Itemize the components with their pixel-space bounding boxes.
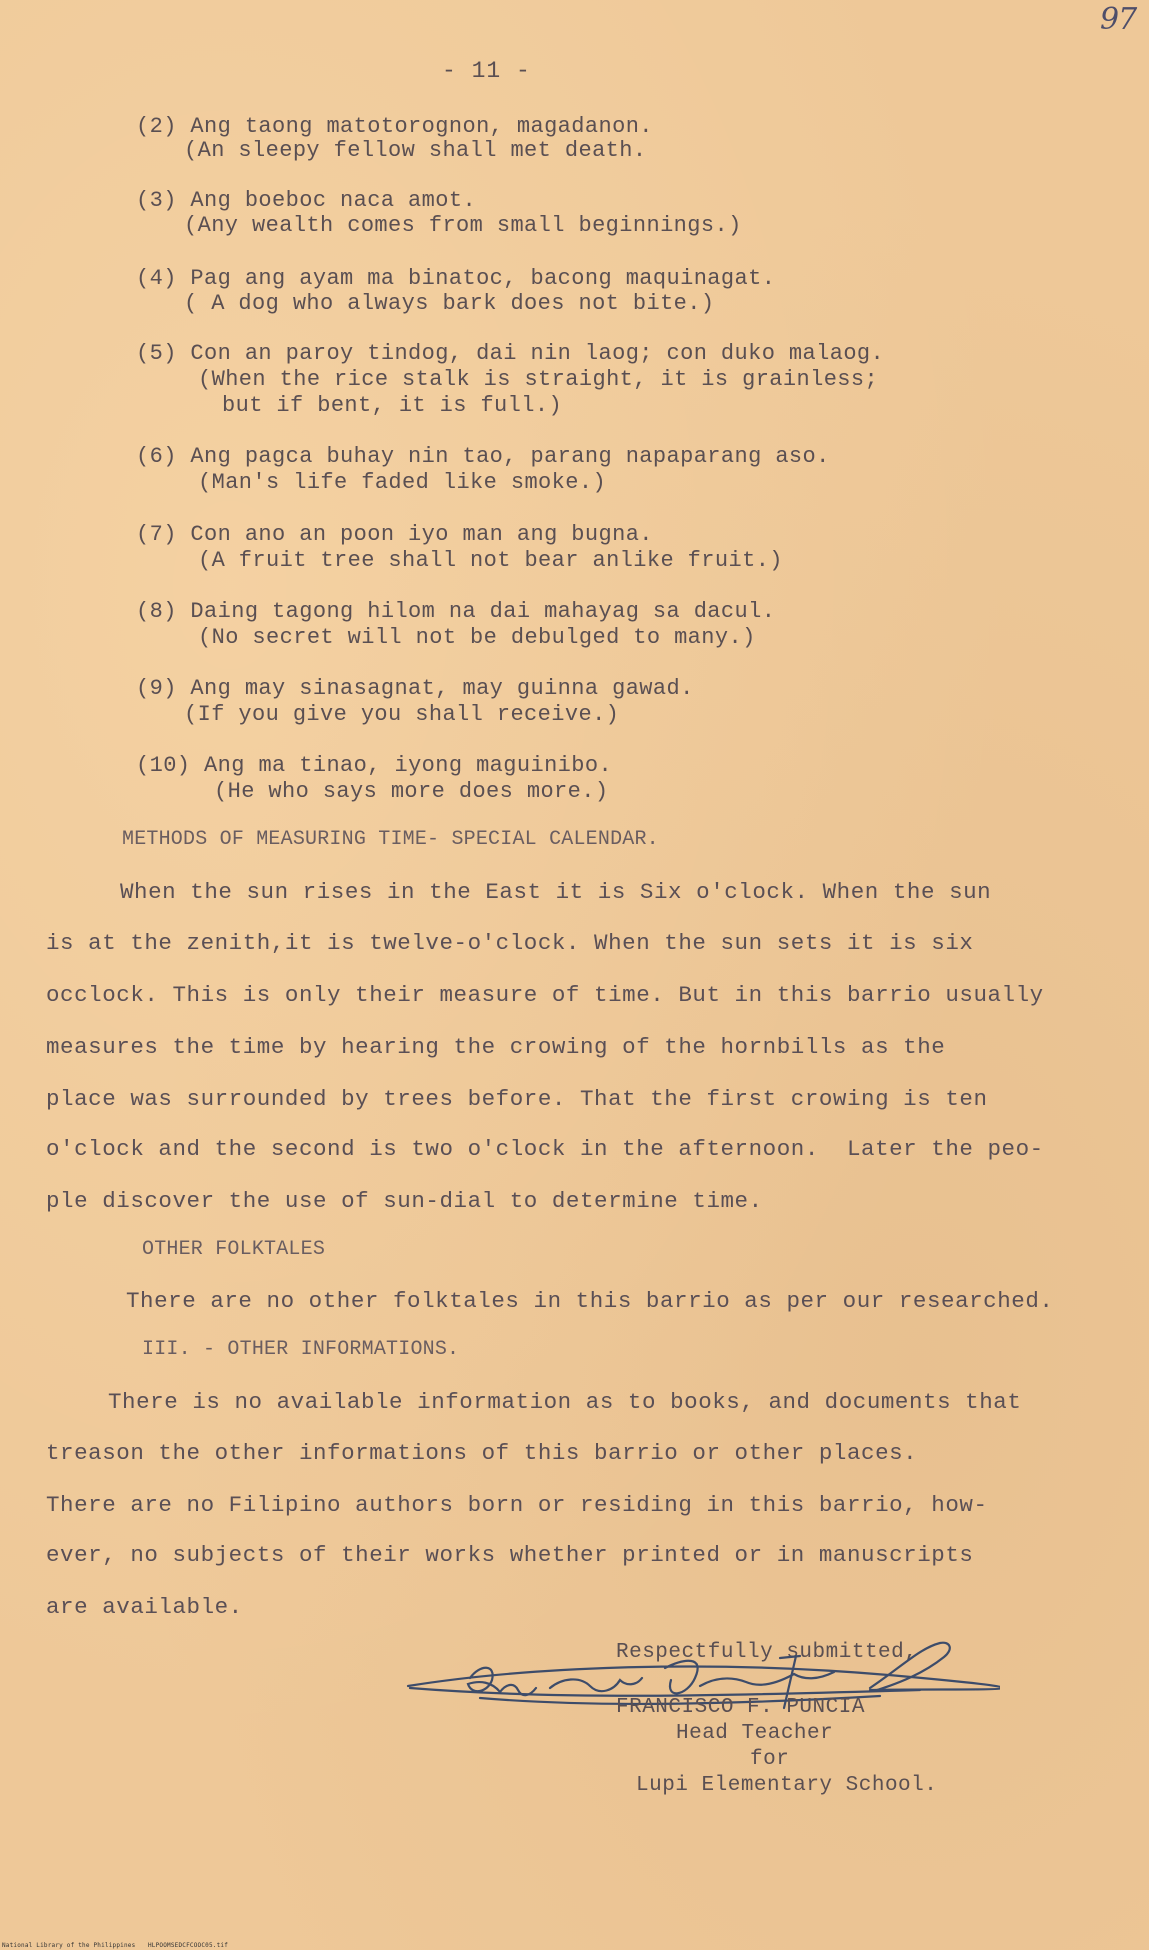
paragraph-line: There are no Filipino authors born or residing in this barrio, how- xyxy=(46,1492,988,1518)
handwritten-page-number: 97 xyxy=(1100,2,1137,37)
proverb-native: Ang taong matotorognon, magadanon. xyxy=(190,114,653,139)
signatory-title: Head Teacher xyxy=(676,1722,834,1745)
proverb-translation: (He who says more does more.) xyxy=(214,779,609,804)
proverb-3 xyxy=(136,188,476,214)
proverb-number: (5) xyxy=(136,341,177,366)
footer-file-id: HLPOOMSEDCFCOOC05.tif xyxy=(148,1942,229,1949)
proverb-translation: (When the rice stalk is straight, it is grainless; xyxy=(198,367,879,392)
proverb-translation: ( A dog who always bark does not bite.) xyxy=(184,291,715,316)
proverb-number: (6) xyxy=(136,444,177,469)
paragraph-line: There is no available information as to books, and documents that xyxy=(108,1389,1022,1415)
paragraph-line: ever, no subjects of their works whether printed or in manuscripts xyxy=(46,1542,974,1568)
proverb-number: (4) xyxy=(136,266,177,291)
proverb-translation: (An sleepy fellow shall met death. xyxy=(184,138,647,163)
paragraph-line: treason the other informations of this barrio or other places. xyxy=(46,1440,918,1466)
proverb-9 xyxy=(136,676,694,702)
proverb-native: Ang ma tinao, iyong maguinibo. xyxy=(204,753,613,778)
folktales-paragraph: There are no other folktales in this barrio as per our researched. xyxy=(126,1288,1054,1314)
paragraph-line: o'clock and the second is two o'clock in the afternoon. Later the peo- xyxy=(46,1136,1044,1162)
paragraph-line: are available. xyxy=(46,1594,243,1620)
closing-text: Respectfully submitted, xyxy=(616,1641,918,1664)
proverb-native: Con ano an poon iyo man ang bugna. xyxy=(190,522,653,547)
proverb-number: (10) xyxy=(136,753,191,778)
paragraph-line: place was surrounded by trees before. That the first crowing is ten xyxy=(46,1086,988,1112)
proverb-2 xyxy=(136,114,653,140)
section-heading-other-info: III. - OTHER INFORMATIONS. xyxy=(142,1338,460,1361)
page-number: - 11 - xyxy=(442,58,531,84)
proverb-7 xyxy=(136,522,653,548)
proverb-number: (7) xyxy=(136,522,177,547)
paragraph-line: ple discover the use of sun-dial to determine time. xyxy=(46,1188,763,1214)
proverb-translation: (Man's life faded like smoke.) xyxy=(198,470,607,495)
proverb-native: Con an paroy tindog, dai nin laog; con duko malaog. xyxy=(190,341,885,366)
proverb-native: Ang pagca buhay nin tao, parang napaparang aso. xyxy=(190,444,830,469)
proverb-number: (3) xyxy=(136,188,177,213)
proverb-8 xyxy=(136,599,775,625)
footer-source: National Library of the Philippines xyxy=(2,1942,136,1949)
section-heading-folktales: OTHER FOLKTALES xyxy=(142,1238,326,1261)
proverb-native: Ang may sinasagnat, may guinna gawad. xyxy=(190,676,694,701)
section-heading-time: METHODS OF MEASURING TIME- SPECIAL CALENDAR. xyxy=(122,828,659,851)
paragraph-line: measures the time by hearing the crowing of the hornbills as the xyxy=(46,1034,946,1060)
paragraph-line: occlock. This is only their measure of time. But in this barrio usually xyxy=(46,982,1044,1008)
proverb-4 xyxy=(136,266,775,292)
proverb-translation: but if bent, it is full.) xyxy=(222,393,563,418)
proverb-5 xyxy=(136,341,884,367)
proverb-10 xyxy=(136,753,612,779)
proverb-translation: (A fruit tree shall not bear anlike fruit.) xyxy=(198,548,783,573)
proverb-translation: (If you give you shall receive.) xyxy=(184,702,620,727)
proverb-translation: (No secret will not be debulged to many.) xyxy=(198,625,756,650)
proverb-native: Daing tagong hilom na dai mahayag sa dacul. xyxy=(190,599,776,624)
signatory-name: FRANCISCO F. PUNCIA xyxy=(616,1696,865,1719)
signatory-for: for xyxy=(750,1748,790,1771)
proverb-native: Pag ang ayam ma binatoc, bacong maquinagat. xyxy=(190,266,776,291)
proverb-6 xyxy=(136,444,830,470)
proverb-translation: (Any wealth comes from small beginnings.) xyxy=(184,213,742,238)
proverb-native: Ang boeboc naca amot. xyxy=(190,188,477,213)
paragraph-line: When the sun rises in the East it is Six o'clock. When the sun xyxy=(120,879,992,905)
signatory-school: Lupi Elementary School. xyxy=(636,1774,938,1797)
proverb-number: (2) xyxy=(136,114,177,139)
proverb-number: (8) xyxy=(136,599,177,624)
paragraph-line: is at the zenith,it is twelve-o'clock. When the sun sets it is six xyxy=(46,930,974,956)
proverb-number: (9) xyxy=(136,676,177,701)
